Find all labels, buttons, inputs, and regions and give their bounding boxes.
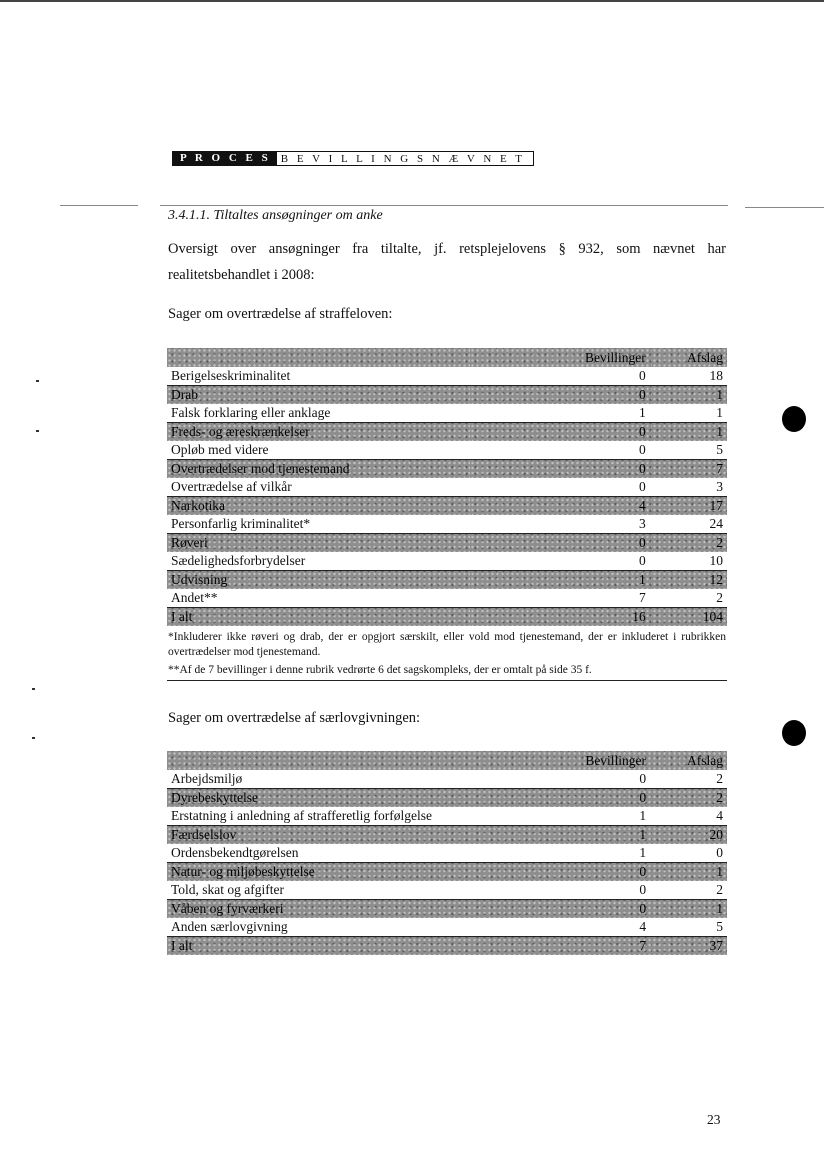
table-row	[167, 844, 727, 863]
header-category	[167, 348, 470, 367]
row-afslag: 2	[652, 789, 727, 808]
row-category: Told, skat og afgifter	[167, 881, 472, 900]
table-row	[167, 441, 727, 460]
table-row	[167, 497, 727, 516]
header-rule	[160, 205, 728, 206]
row-afslag: 37	[652, 937, 727, 956]
row-bevillinger: 0	[472, 789, 652, 808]
table-row	[167, 881, 727, 900]
row-bevillinger: 1	[470, 404, 651, 423]
binder-hole-top	[782, 406, 806, 432]
header-bevillinger: Bevillinger	[472, 751, 652, 770]
table-row	[167, 589, 727, 608]
saerlovgivning-table	[167, 751, 727, 955]
straffeloven-table	[167, 348, 727, 626]
row-category: Falsk forklaring eller anklage	[167, 404, 470, 423]
table1-caption: Sager om overtrædelse af straffeloven:	[168, 306, 393, 322]
row-bevillinger: 0	[472, 770, 652, 789]
row-afslag: 3	[652, 478, 727, 497]
row-bevillinger: 1	[472, 807, 652, 826]
scan-speck	[32, 737, 35, 739]
binder-hole-bottom	[782, 720, 806, 746]
row-afslag: 1	[652, 423, 727, 442]
row-bevillinger: 0	[470, 367, 651, 386]
row-category: Overtrædelser mod tjenestemand	[167, 460, 470, 479]
row-afslag: 2	[652, 881, 727, 900]
row-bevillinger: 0	[470, 386, 651, 405]
row-category: Berigelseskriminalitet	[167, 367, 470, 386]
row-bevillinger: 0	[470, 423, 651, 442]
row-bevillinger: 0	[470, 552, 651, 571]
scan-speck	[36, 380, 39, 382]
procesbevillingsnaevnet-logo	[172, 151, 534, 166]
row-category: Færdselslov	[167, 826, 472, 845]
row-category: Opløb med videre	[167, 441, 470, 460]
row-afslag: 4	[652, 807, 727, 826]
footnote-2: **Af de 7 bevillinger i denne rubrik vedrørte 6 det sagskompleks, der er omtalt på side 35 f.	[168, 664, 592, 676]
row-category: Narkotika	[167, 497, 470, 516]
table-row	[167, 552, 727, 571]
header-afslag: Afslag	[652, 751, 727, 770]
row-bevillinger: 16	[470, 608, 651, 627]
footnote-rule	[167, 680, 727, 681]
table-row	[167, 367, 727, 386]
table-row	[167, 900, 727, 919]
row-category: Udvisning	[167, 571, 470, 590]
intro-paragraph: Oversigt over ansøgninger fra tiltalte, jf. retsplejelovens § 932, som nævnet har realitetsbehandlet i 2008:	[168, 241, 726, 283]
row-afslag: 0	[652, 844, 727, 863]
header-category	[167, 751, 472, 770]
row-category: Overtrædelse af vilkår	[167, 478, 470, 497]
logo-part-bevillingsnaevnet: B E V I L L I N G S N Æ V N E T	[277, 151, 534, 166]
row-bevillinger: 4	[470, 497, 651, 516]
row-category: Røveri	[167, 534, 470, 553]
row-category: Freds- og æreskrænkelser	[167, 423, 470, 442]
row-bevillinger: 0	[470, 534, 651, 553]
row-bevillinger: 0	[472, 900, 652, 919]
page-number: 23	[707, 1112, 721, 1127]
scan-speck	[32, 688, 35, 690]
row-category: Anden særlovgivning	[167, 918, 472, 937]
row-afslag: 24	[652, 515, 727, 534]
row-afslag: 1	[652, 863, 727, 882]
table-row	[167, 608, 727, 627]
header-bevillinger: Bevillinger	[470, 348, 651, 367]
row-afslag: 7	[652, 460, 727, 479]
row-category: Arbejdsmiljø	[167, 770, 472, 789]
header-rule-right	[745, 207, 824, 208]
scan-speck	[36, 430, 39, 432]
table-row	[167, 807, 727, 826]
row-afslag: 5	[652, 918, 727, 937]
row-category: Drab	[167, 386, 470, 405]
table-row	[167, 423, 727, 442]
table-row	[167, 478, 727, 497]
row-category: Natur- og miljøbeskyttelse	[167, 863, 472, 882]
row-bevillinger: 0	[472, 863, 652, 882]
table-row	[167, 404, 727, 423]
row-afslag: 2	[652, 589, 727, 608]
table-row	[167, 770, 727, 789]
table-row	[167, 571, 727, 590]
row-category: Personfarlig kriminalitet*	[167, 515, 470, 534]
row-bevillinger: 3	[470, 515, 651, 534]
row-category: Andet**	[167, 589, 470, 608]
row-category: Sædelighedsforbrydelser	[167, 552, 470, 571]
row-bevillinger: 7	[470, 589, 651, 608]
table-row	[167, 386, 727, 405]
table2-caption: Sager om overtrædelse af særlovgivningen:	[168, 710, 421, 726]
row-category: Erstatning i anledning af strafferetlig forfølgelse	[167, 807, 472, 826]
table-header-row	[167, 348, 727, 367]
row-afslag: 5	[652, 441, 727, 460]
row-bevillinger: 0	[470, 460, 651, 479]
row-category: I alt	[167, 608, 470, 627]
table-header-row	[167, 751, 727, 770]
header-afslag: Afslag	[652, 348, 727, 367]
row-category: Våben og fyrværkeri	[167, 900, 472, 919]
row-bevillinger: 7	[472, 937, 652, 956]
row-category: Dyrebeskyttelse	[167, 789, 472, 808]
row-afslag: 17	[652, 497, 727, 516]
table-row	[167, 863, 727, 882]
table-row	[167, 515, 727, 534]
row-afslag: 18	[652, 367, 727, 386]
row-afslag: 1	[652, 404, 727, 423]
row-afslag: 2	[652, 770, 727, 789]
row-bevillinger: 1	[472, 826, 652, 845]
table-row	[167, 937, 727, 956]
row-bevillinger: 4	[472, 918, 652, 937]
row-afslag: 12	[652, 571, 727, 590]
table-row	[167, 789, 727, 808]
table-row	[167, 918, 727, 937]
row-bevillinger: 0	[470, 478, 651, 497]
footnote-1: *Inkluderer ikke røveri og drab, der er opgjort særskilt, eller vold mod tjenestemand, der er inkluderet i rubrikken overtrædelser mod tjenestemand.	[168, 631, 726, 658]
row-afslag: 1	[652, 900, 727, 919]
row-afslag: 2	[652, 534, 727, 553]
row-afslag: 20	[652, 826, 727, 845]
table-row	[167, 534, 727, 553]
row-afslag: 1	[652, 386, 727, 405]
row-bevillinger: 1	[470, 571, 651, 590]
row-bevillinger: 0	[472, 881, 652, 900]
row-category: Ordensbekendtgørelsen	[167, 844, 472, 863]
table-row	[167, 826, 727, 845]
table-row	[167, 460, 727, 479]
row-bevillinger: 0	[470, 441, 651, 460]
logo-part-proces: P R O C E S	[172, 151, 277, 166]
row-bevillinger: 1	[472, 844, 652, 863]
header-rule-left	[60, 205, 138, 206]
section-heading: 3.4.1.1. Tiltaltes ansøgninger om anke	[168, 208, 383, 223]
row-category: I alt	[167, 937, 472, 956]
scan-top-edge	[0, 0, 824, 2]
row-afslag: 10	[652, 552, 727, 571]
row-afslag: 104	[652, 608, 727, 627]
